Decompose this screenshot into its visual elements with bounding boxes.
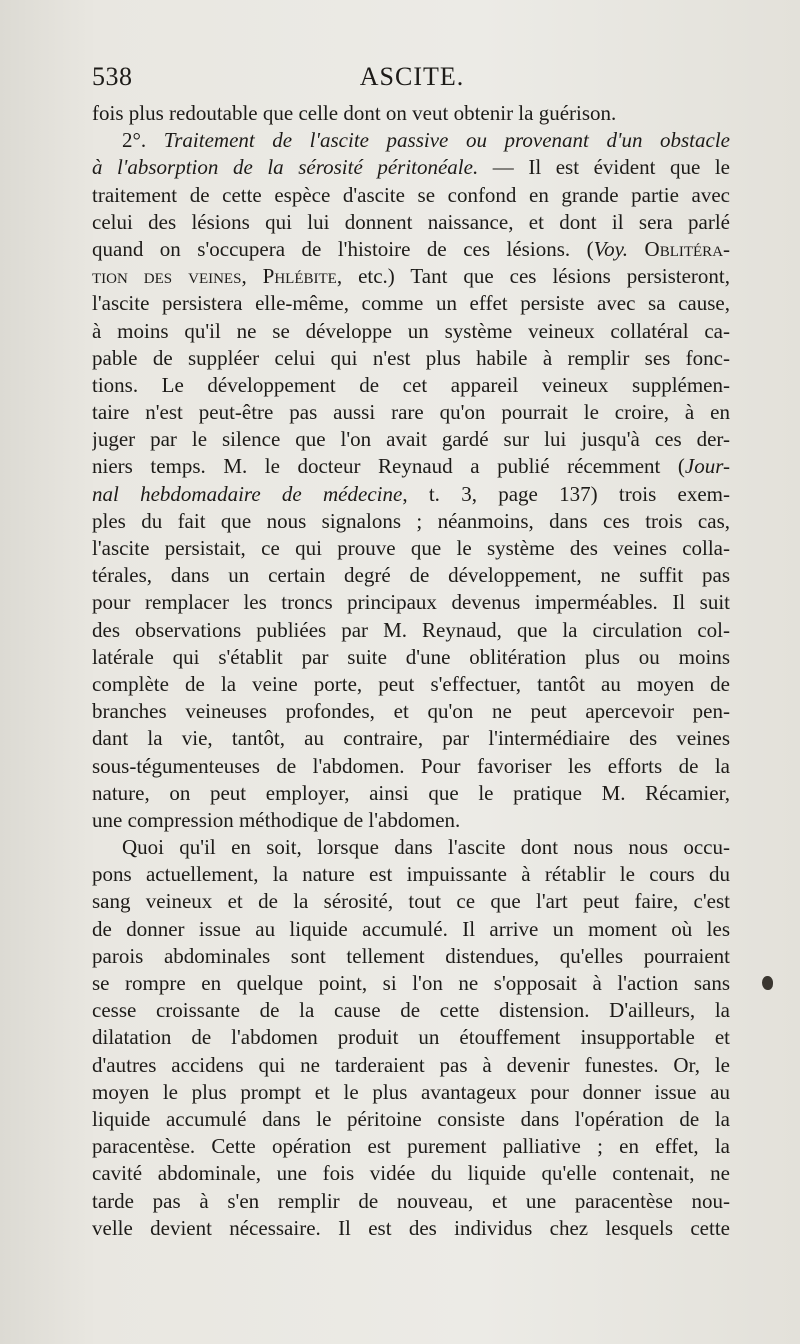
text-line: juger par le silence que l'on avait gardé sur lui jusqu'à ces der-	[92, 427, 730, 452]
text-line: taire n'est peut-être pas aussi rare qu'on pourrait le croire, à en	[92, 400, 730, 425]
text-line: velle devient nécessaire. Il est des individus chez lesquels cette	[92, 1215, 730, 1240]
text-line: nal hebdomadaire de médecine, t. 3, page 137) trois exem-	[92, 481, 730, 506]
text-line: fois plus redoutable que celle dont on veut obtenir la guérison.	[92, 101, 617, 125]
cross-reference-title: Oblitéra-	[644, 236, 730, 261]
text-line: paracentèse. Cette opération est purement palliative ; en effet, la	[92, 1134, 730, 1159]
text-line: nature, on peut employer, ainsi que le pratique M. Récamier,	[92, 780, 730, 805]
page-number: 538	[92, 62, 133, 91]
text-line: Quoi qu'il en soit, lorsque dans l'ascite dont nous nous occu-	[122, 835, 730, 860]
text-line: niers temps. M. le docteur Reynaud a publié récemment (Jour-	[92, 454, 730, 479]
journal-title: nal hebdomadaire de médecine	[92, 481, 403, 506]
running-title: ASCITE.	[359, 62, 465, 91]
text-line: moyen le plus prompt et le plus avantageux pour donner issue au	[92, 1079, 730, 1104]
text-line: latérale qui s'établit par suite d'une oblitération plus ou moins	[92, 644, 730, 669]
text-line: l'ascite persistera elle-même, comme un effet persiste avec sa cause,	[92, 291, 730, 316]
text-line: des observations publiées par M. Reynaud, que la circulation col-	[92, 617, 730, 642]
text-line: cavité abdominale, une fois vidée du liquide qu'elle contenait, ne	[92, 1161, 730, 1186]
section-number: 2°.	[122, 128, 164, 153]
text-line: cesse croissante de la cause de cette distension. D'ailleurs, la	[92, 998, 730, 1023]
text-line: d'autres accidens qui ne tarderaient pas à devenir funestes. Or, le	[92, 1052, 730, 1077]
text-line: de donner issue au liquide accumulé. Il arrive un moment où les	[92, 916, 730, 941]
cross-reference-title: tion des veines	[92, 264, 242, 289]
text-line: pour remplacer les troncs principaux devenus imperméables. Il suit	[92, 590, 730, 615]
body-text	[92, 100, 730, 1242]
text-line	[92, 127, 730, 154]
text-line: branches veineuses profondes, et qu'on ne peut apercevoir pen-	[92, 699, 730, 724]
section-heading: à l'absorption de la sérosité péritonéale.	[92, 155, 479, 180]
text-line: à moins qu'il ne se développe un système veineux collatéral ca-	[92, 318, 730, 343]
text-line: tions. Le développement de cet appareil veineux supplémen-	[92, 372, 730, 397]
ink-blot	[762, 976, 773, 990]
text-line: se rompre en quelque point, si l'on ne s'opposait à l'action sans	[92, 971, 730, 995]
text-line: celui des lésions qui lui donnent naissance, et dont il sera parlé	[92, 209, 730, 234]
text-line: pable de suppléer celui qui n'est plus habile à remplir ses fonc-	[92, 345, 730, 370]
text-line: à l'absorption de la sérosité péritonéale. — Il est évident que le	[92, 155, 730, 180]
cross-reference-title: Phlébite	[262, 264, 337, 289]
text-line: tarde pas à s'en remplir de nouveau, et une paracentèse nou-	[92, 1188, 730, 1213]
text-line: une compression méthodique de l'abdomen.	[92, 807, 461, 832]
text-line: sang veineux et de la sérosité, tout ce que l'art peut faire, c'est	[92, 889, 730, 914]
text-line: l'ascite persistait, ce qui prouve que le système des veines colla-	[92, 536, 730, 560]
text-line: térales, dans un certain degré de développement, ne suffit pas	[92, 563, 730, 588]
section-heading: Traitement de l'ascite passive ou provenant d'un obstacle	[163, 128, 730, 153]
text-line: pons actuellement, la nature est impuissante à rétablir le cours du	[92, 862, 730, 887]
text-line: ples du fait que nous signalons ; néanmoins, dans ces trois cas,	[92, 508, 730, 533]
text-line: dant la vie, tantôt, au contraire, par l'intermédiaire des veines	[92, 726, 730, 751]
text-line: dilatation de l'abdomen produit un étouffement insupportable et	[92, 1025, 730, 1050]
text-line: quand on s'occupera de l'histoire de ces lésions. (Voy. Oblitéra-	[92, 236, 730, 261]
text-line: traitement de cette espèce d'ascite se confond en grande partie avec	[92, 182, 730, 207]
text-line: sous-tégumenteuses de l'abdomen. Pour favoriser les efforts de la	[92, 753, 730, 778]
text-line: parois abdominales sont tellement distendues, qu'elles pourraient	[92, 943, 730, 968]
text-line: tion des veines, Phlébite, etc.) Tant que ces lésions persisteront,	[92, 264, 730, 289]
text-line: liquide accumulé dans le péritoine consiste dans l'opération de la	[92, 1106, 730, 1131]
page-header	[92, 62, 732, 96]
journal-title: Jour-	[684, 454, 730, 479]
cross-reference: Voy.	[593, 236, 629, 261]
text-line: complète de la veine porte, peut s'effectuer, tantôt au moyen de	[92, 671, 730, 696]
